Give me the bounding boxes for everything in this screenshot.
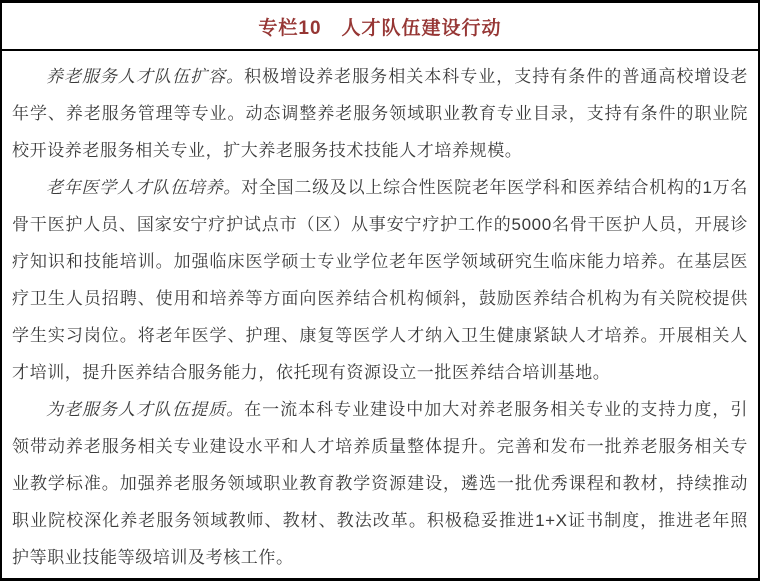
paragraph-text: 在一流本科专业建设中加大对养老服务相关专业的支持力度，引领带动养老服务相关专业建设水平和人才培养质量整体提升。完善和发布一批养老服务相关专业教学标准。加强养老服务领域职业教育教学资源建设，遴选一批优秀课程和教材，持续推动职业院校深化养老服务领域教师、教材、教法改革。积极稳妥推进1+X证书制度，推进老年照护等职业技能等级培训及考核工作。 <box>12 400 748 567</box>
paragraph-service-talent-quality <box>12 391 748 576</box>
column-title-bar <box>2 3 758 51</box>
paragraph-lead: 为老服务人才队伍提质。 <box>46 400 245 419</box>
paragraph-expand-elderly-care-talent <box>12 58 748 169</box>
paragraph-geriatric-medicine-talent <box>12 169 748 391</box>
paragraph-text: 积极增设养老服务相关本科专业，支持有条件的普通高校增设老年学、养老服务管理等专业。动态调整养老服务领域职业教育专业目录，支持有条件的职业院校开设养老服务相关专业，扩大养老服务技术技能人才培养规模。 <box>12 67 748 160</box>
paragraph-lead: 养老服务人才队伍扩容。 <box>46 67 245 86</box>
column-title: 专栏10 人才队伍建设行动 <box>258 17 502 39</box>
paragraph-lead: 老年医学人才队伍培养。 <box>46 178 242 197</box>
column-body <box>2 51 758 578</box>
paragraph-text: 对全国二级及以上综合性医院老年医学科和医养结合机构的1万名骨干医护人员、国家安宁疗护试点市（区）从事安宁疗护工作的5000名骨干医护人员，开展诊疗知识和技能培训。加强临床医学硕士专业学位老年医学领域研究生临床能力培养。在基层医疗卫生人员招聘、使用和培养等方面向医养结合机构倾斜，鼓励医养结合机构为有关院校提供学生实习岗位。将老年医学、护理、康复等医学人才纳入卫生健康紧缺人才培养。开展相关人才培训，提升医养结合服务能力，依托现有资源设立一批医养结合培训基地。 <box>12 178 748 382</box>
